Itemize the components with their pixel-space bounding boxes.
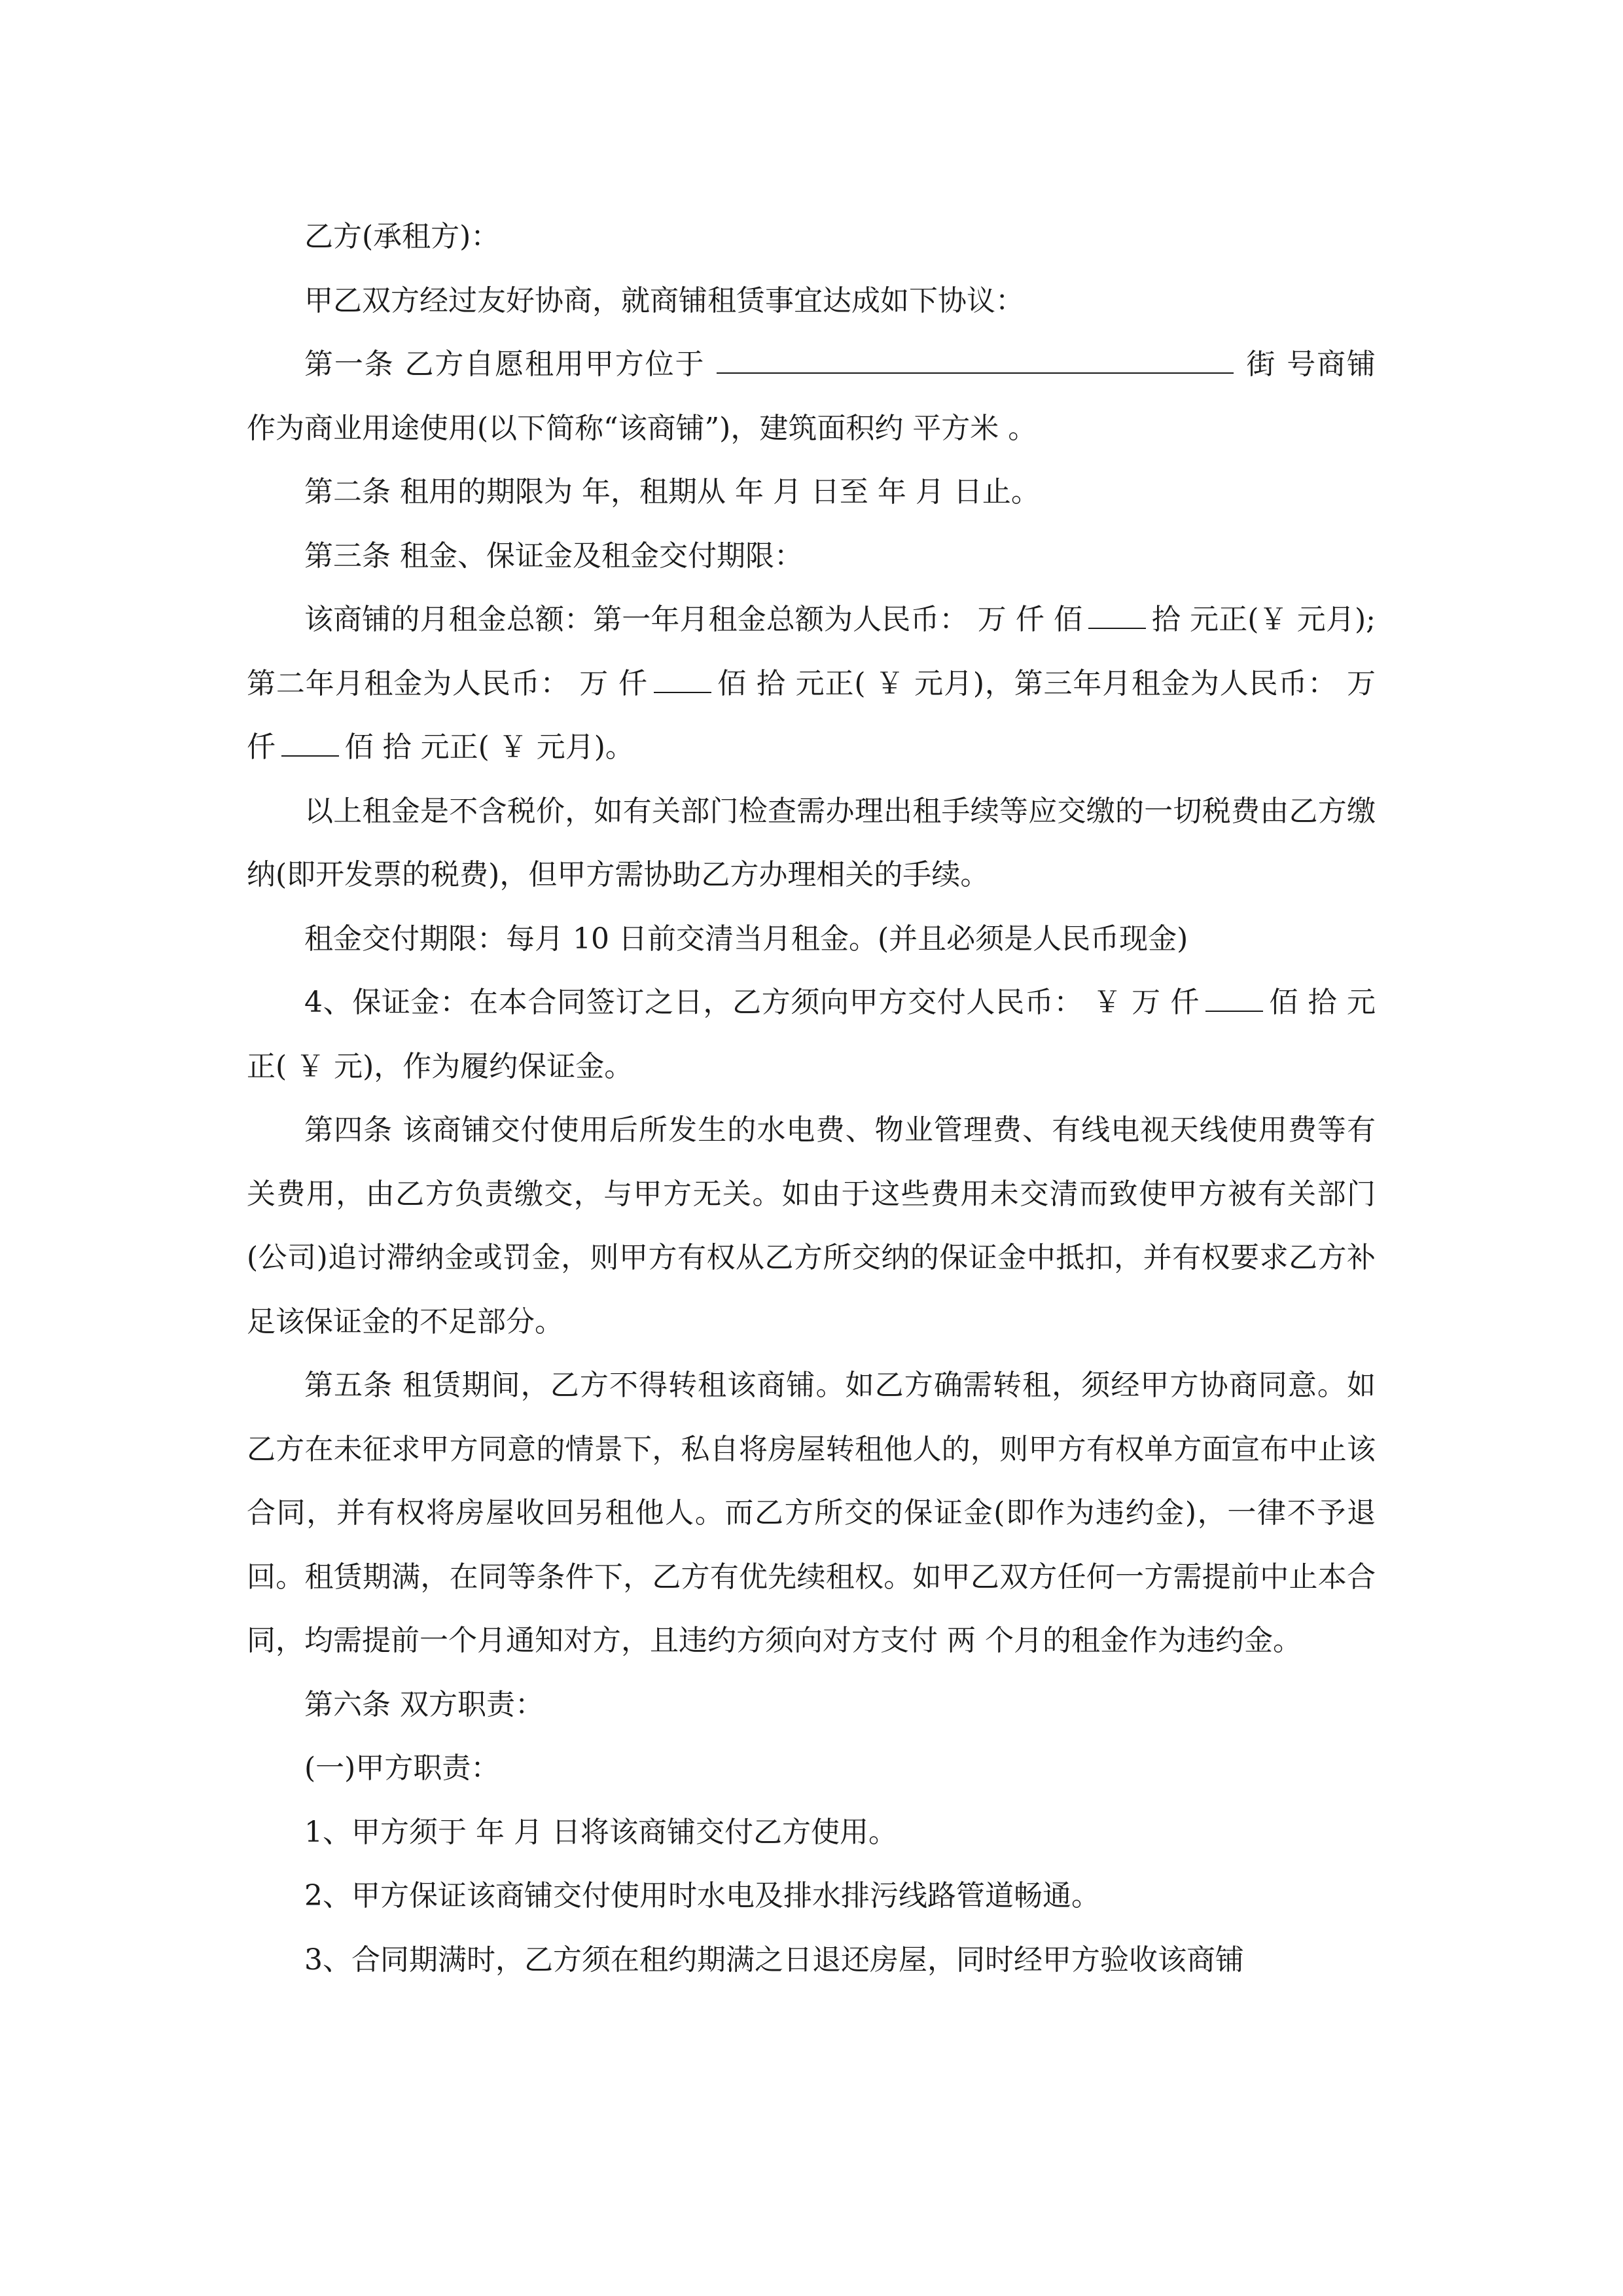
rent-year-2-rest: 佰 拾 元正( ￥ 元月)，第三年 (717, 666, 1103, 700)
payment-term: 租金交付期限：每月 10 日前交清当月租金。(并且必须是人民币现金) (304, 922, 1188, 956)
location-blank (717, 346, 1234, 374)
tax-clause: 以上租金是不含税价，如有关部门检查需办理出租手续等应交缴的一切税费由乙方缴纳(即开发票的税费)，但甲方需协助乙方办理相关的手续。 (247, 794, 1376, 891)
duty-2: 2、甲方保证该商铺交付使用时水电及排水排污线路管道畅通。 (304, 1879, 1100, 1912)
rent-year-3: 月租金为人民币： 万 仟 (247, 666, 1376, 764)
rent-year-1: 该商铺的月租金总额：第一年月租金总额为人民币： 万 仟 佰 (304, 603, 1083, 636)
article-1-street: 街 号 (1245, 348, 1317, 381)
rent-year-2: ￥ 元月);第二年月租金为人民币： 万 仟 (247, 603, 1376, 700)
duty-1: 1、甲方须于 年 月 日将该商铺交付乙方使用。 (304, 1815, 897, 1849)
party-a-duties-heading: (一)甲方职责： (304, 1751, 500, 1785)
party-b-line: 乙方(承租方)： (304, 220, 500, 253)
article-1-lead: 第一条 乙方自愿租用甲方位于 (304, 348, 705, 381)
rent-amounts (247, 588, 1376, 780)
rent-year-1-rest: 拾 元正( (1151, 603, 1259, 636)
article-5: 第五条 租赁期间，乙方不得转租该商铺。如乙方确需转租，须经甲方协商同意。如乙方在未征求甲方同意的情景下，私自将房屋转租他人的，则甲方有权单方面宣布中止该合同，并有权将房屋收回另租他人。而乙方所交的保证金(即作为违约金)，一律不予退回。租赁期满，在同等条件下，乙方有优先续租权。如甲乙双方任何一方需提前中止本合同，均需提前一个月通知对方，且违约方须向对方支付 两 个月的租金作为违约金。 (247, 1369, 1376, 1657)
deposit-lead: 4、保证金：在本合同签订之日，乙方须向甲方交付人民币： ￥ 万 仟 (304, 986, 1200, 1019)
contract-body (247, 205, 1376, 1992)
article-1-rest: 商铺作为商业用途使用(以下简称“该商铺”)，建筑面积约 平方米 。 (247, 348, 1376, 445)
deposit-clause (247, 971, 1376, 1098)
article-1 (247, 332, 1376, 460)
article-2: 第二条 租用的期限为 年，租期从 年 月 日至 年 月 日止。 (304, 475, 1040, 509)
rent-year-2-blank (654, 666, 711, 693)
article-3: 第三条 租金、保证金及租金交付期限： (304, 539, 803, 573)
rent-year-3-blank (281, 729, 339, 757)
duty-3: 3、合同期满时，乙方须在租约期满之日退还房屋，同时经甲方验收该商铺 (304, 1943, 1244, 1977)
rent-year-3-rest: 佰 拾 元正( ￥ 元月)。 (344, 730, 634, 764)
rent-year-1-blank (1088, 601, 1146, 629)
intro-line: 甲乙双方经过友好协商，就商铺租赁事宜达成如下协议： (304, 283, 1024, 317)
deposit-rest: 佰 拾 元正( ￥ 元)，作为履约保证金。 (247, 986, 1376, 1083)
deposit-blank (1205, 984, 1263, 1012)
article-6: 第六条 双方职责： (304, 1687, 544, 1721)
article-4: 第四条 该商铺交付使用后所发生的水电费、物业管理费、有线电视天线使用费等有关费用，由乙方负责缴交，与甲方无关。如由于这些费用未交清而致使甲方被有关部门(公司)追讨滞纳金或罚金，则甲方有权从乙方所交纳的保证金中抵扣，并有权要求乙方补足该保证金的不足部分。 (247, 1113, 1376, 1338)
